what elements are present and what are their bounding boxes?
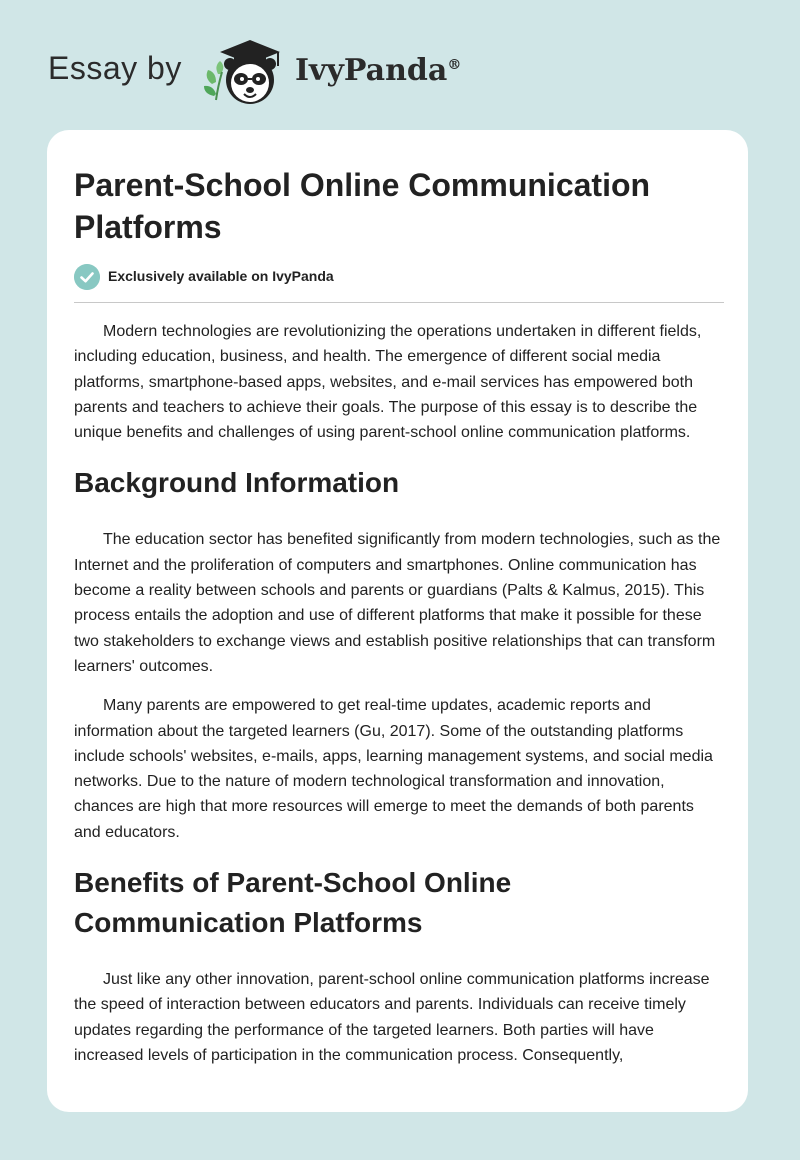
registered-mark: ® xyxy=(447,57,462,73)
paragraph: The education sector has benefited significantly from modern technologies, such as the Internet and the proliferation of computers and smartphones. Online communication has become a reality between schools and parents or guardians (Palts & Kalmus, 2015). This process entails the adoption and use of different platforms that make it possible for these two stakeholders to exchange views and establish positive relationships that can transform learners' outcomes. xyxy=(74,531,721,675)
check-circle-icon xyxy=(74,264,100,290)
essay-by-label: Essay by xyxy=(48,50,182,86)
essay-body xyxy=(74,319,724,1082)
paragraph: Just like any other innovation, parent-school online communication platforms increase the speed of interaction between educators and parents. Individuals can receive timely updates regarding the performance of the targeted learners. Both parties will have increased levels of participation in the communication process. Consequently, xyxy=(74,971,710,1064)
ivypanda-logo-icon[interactable] xyxy=(200,34,292,110)
site-header xyxy=(48,34,548,114)
brand-name[interactable]: IvyPanda® xyxy=(295,53,462,88)
exclusive-badge-label: Exclusively available on IvyPanda xyxy=(108,268,334,284)
exclusive-badge xyxy=(74,264,724,290)
paragraph: Many parents are empowered to get real-time updates, academic reports and information about the targeted learners (Gu, 2017). Some of the outstanding platforms include schools' websites, e-mails, apps, learning management systems, and social media networks. Due to the nature of modern technological transformation and innovation, chances are high that more resources will emerge to meet the demands of both parents and educators. xyxy=(74,697,713,841)
essay-card xyxy=(47,130,748,1112)
divider xyxy=(74,302,724,303)
intro-paragraph: Modern technologies are revolutionizing the operations undertaken in different fields, including education, business, and health. The emergence of different social media platforms, smartphone-based apps, websites, and e-mail services has empowered both parents and teachers to achieve their goals. The purpose of this essay is to describe the unique benefits and challenges of using parent-school online communication platforms. xyxy=(74,323,702,442)
section-heading-background: Background Information xyxy=(74,467,400,499)
page-title: Parent-School Online Communication Platforms xyxy=(74,167,651,245)
section-heading-benefits: Benefits of Parent-School Online Communication Platforms xyxy=(74,867,512,939)
